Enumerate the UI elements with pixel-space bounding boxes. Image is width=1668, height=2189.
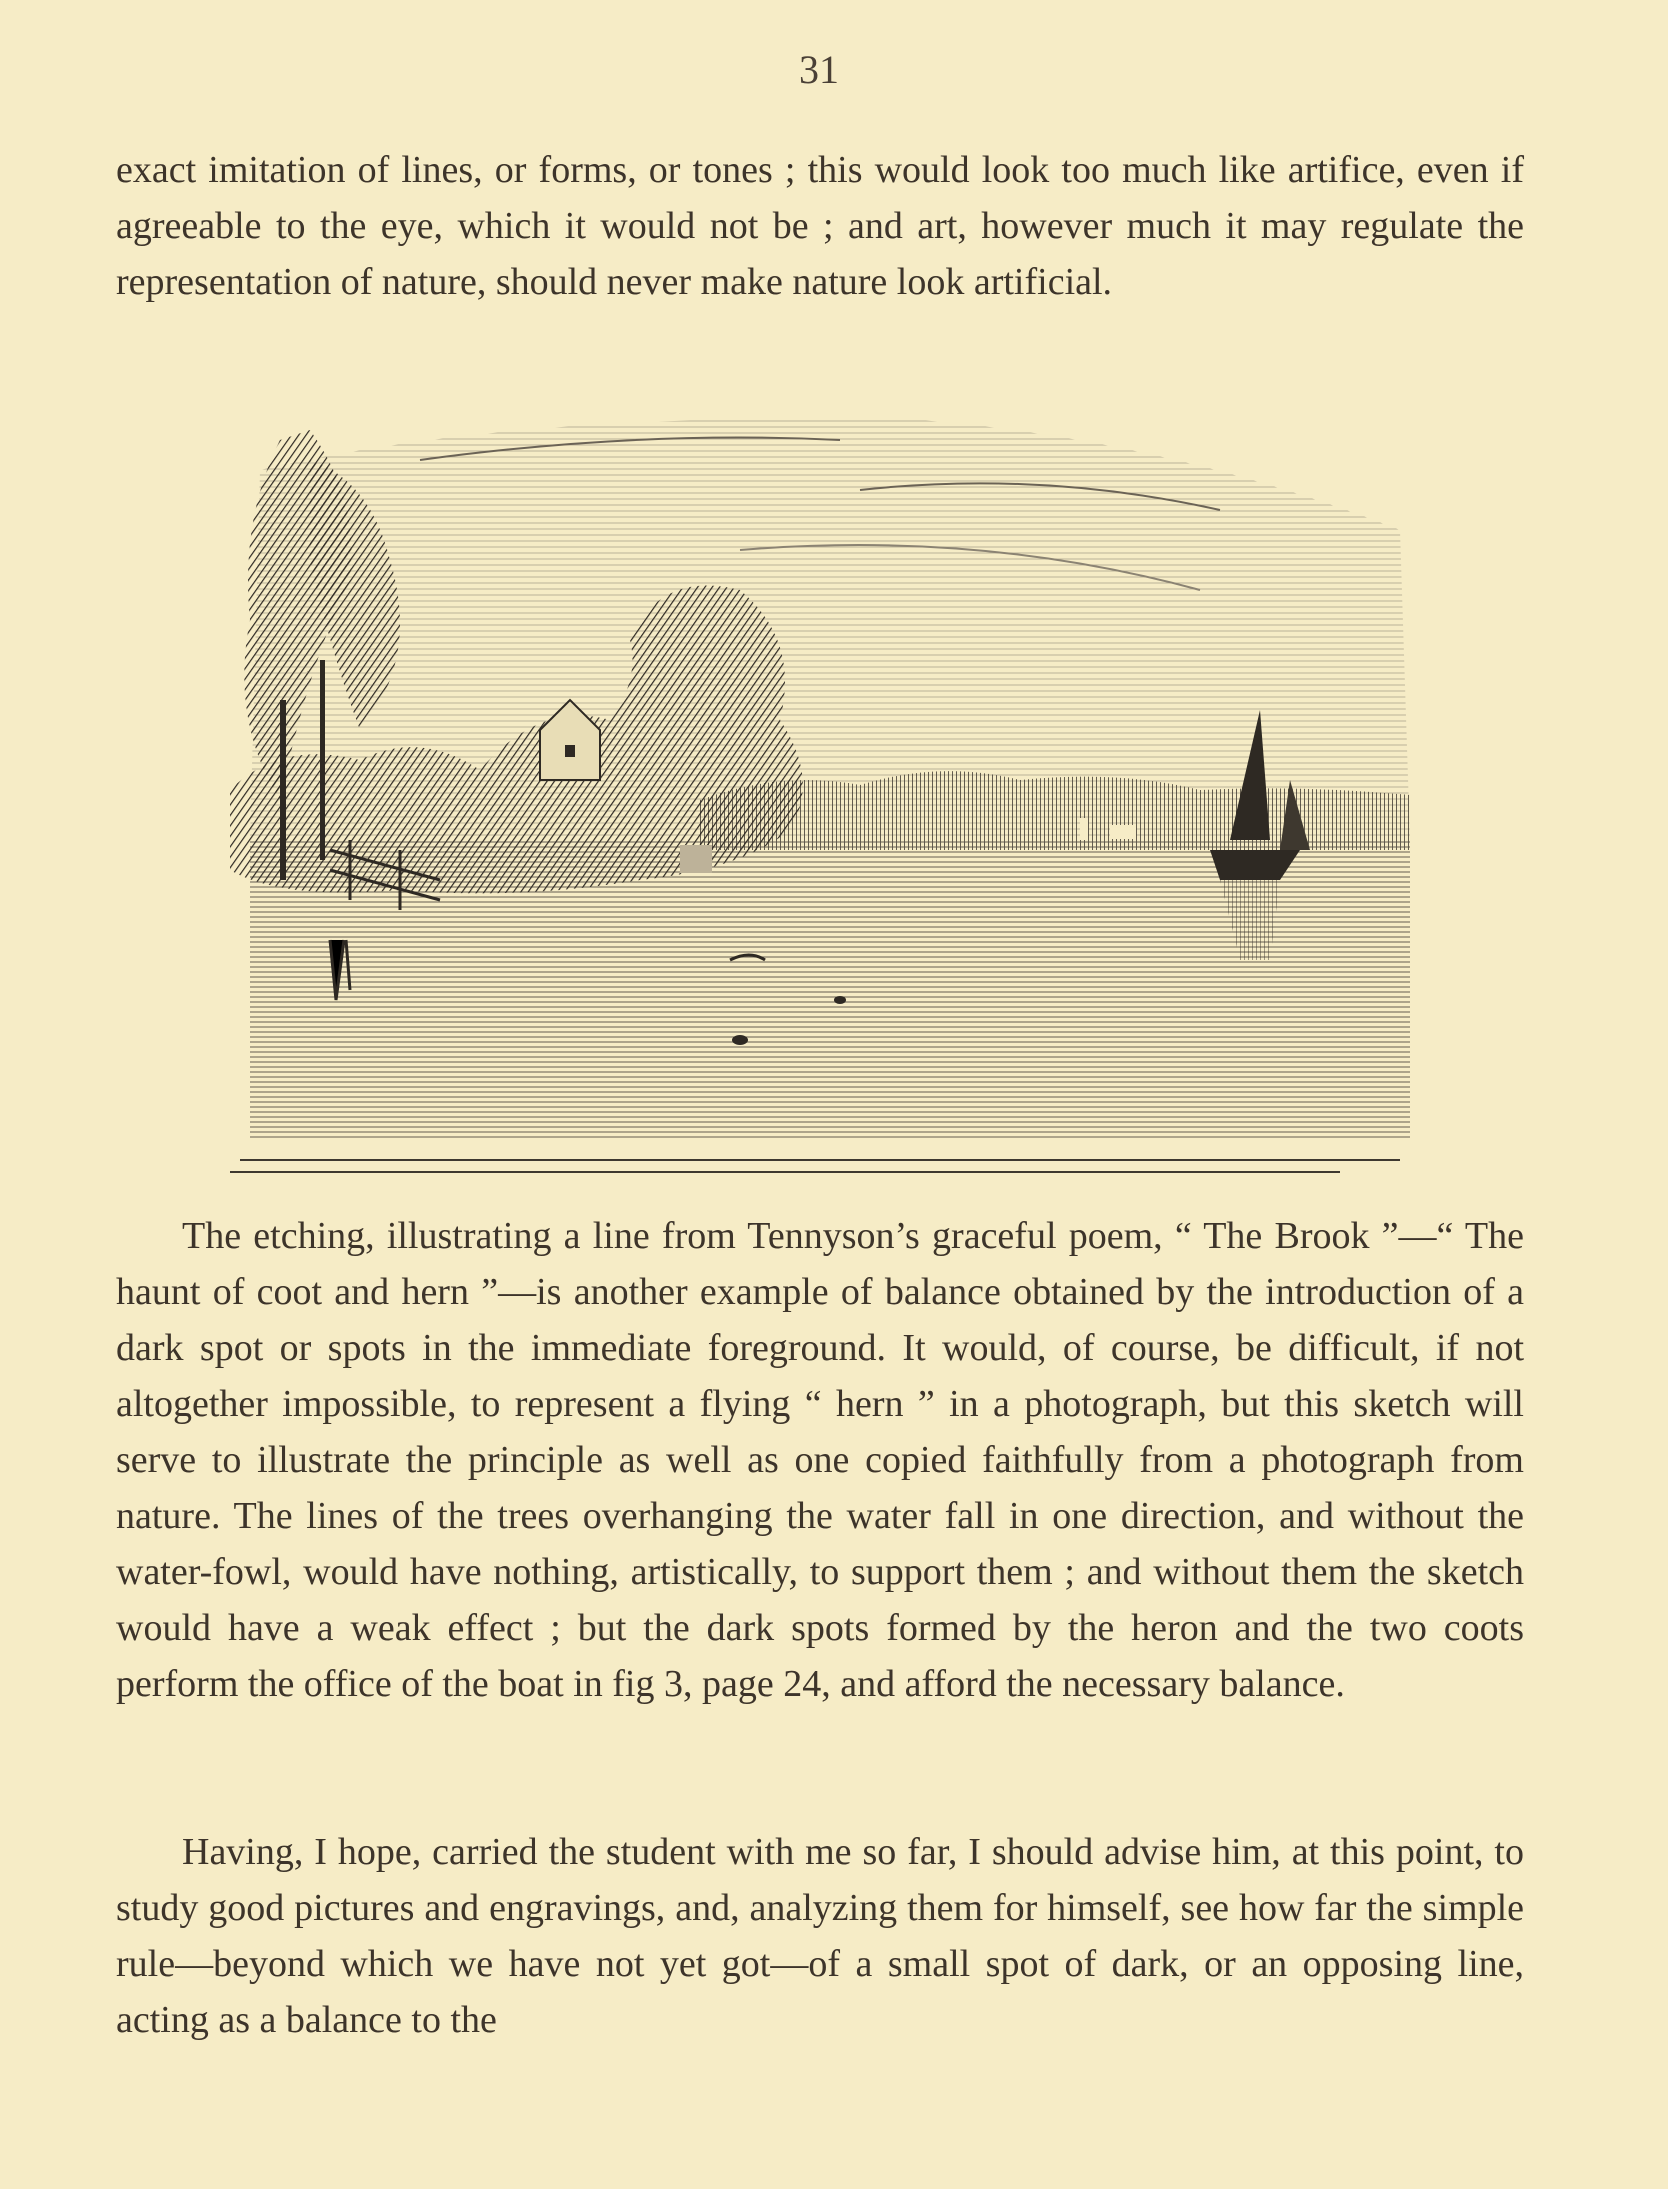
paragraph-etching: The etching, illustrating a line from Tennyson’s graceful poem, “ The Brook ”—“ The haunt of coot and hern ”—is another example of balance obtained by the introduction of a dark spot or spots in the immediate foreground. It would, of course, be difficult, if not altogether impossible, to represent a flying “ hern ” in a photograph, but this sketch will serve to illustrate the principle as well as one copied faithfully from a photograph from nature. The lines of the trees overhanging the water fall in one direction, and without the water-fowl, would have nothing, artistically, to support them ; and without them the sketch would have a weak effect ; but the dark spots formed by the heron and the two coots perform the office of the boat in fig 3, page 24, and afford the necessary balance. — [116, 1215, 1524, 1705]
page-number: 31 — [799, 47, 839, 92]
river-landscape-engraving — [220, 400, 1420, 1180]
paragraph-advice: Having, I hope, carried the student with me so far, I should advise him, at this point, to study good pictures and engravings, and, analyzing them for himself, see how far the simple rule—beyond which we have not yet got—of a small spot of dark, or an opposing line, acting as a balance to the — [116, 1831, 1524, 2041]
paragraph-opening: exact imitation of lines, or forms, or tones ; this would look too much like artifice, even if agreeable to the eye, which it would not be ; and art, however much it may regulate the representation of nature, should never make nature look artificial. — [116, 149, 1524, 303]
